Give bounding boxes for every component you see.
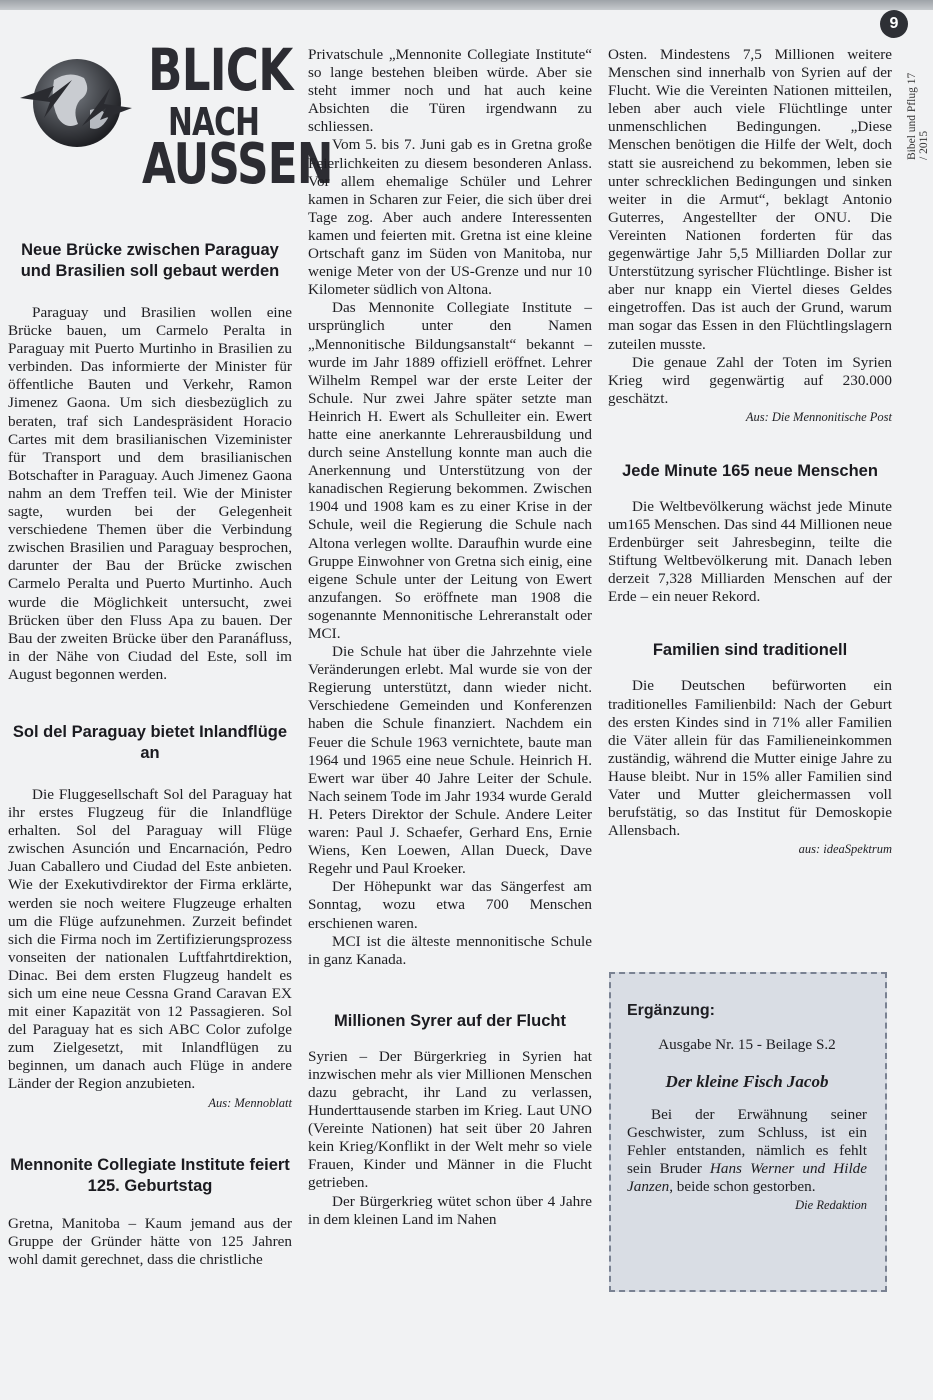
article-title-mci: Mennonite Collegiate Institute feiert 125. Geburtstag: [10, 1155, 290, 1195]
correction-story-title: Der kleine Fisch Jacob: [665, 1072, 829, 1091]
logo-word-aussen: AUSSEN: [142, 132, 333, 197]
article-source-mennoblatt: Aus: Mennoblatt: [208, 1095, 292, 1110]
logo-word-nach: NACH: [168, 100, 260, 144]
article-body-families: Die Deutschen befürworten ein traditionelles Familienbild: Nach der Geburt des ersten Kindes sind in 71% aller Familien die Väter allein für das Familieneinkommen zuständig, während die Mutter einige Jahre zu Hause bleibt. Nur in 15% aller Familien sind Vater und Mutter gleichermassen voll berufstätig, so das Institut für Demoskopie Allensbach.: [608, 677, 892, 840]
article-source-mennonitische-post: Aus: Die Mennonitische Post: [745, 409, 892, 424]
article-body-sol-del-paraguay: Die Fluggesellschaft Sol del Paraguay hat ihr erstes Flugzeug für die Inlandflüge erhalten. Sol del Paraguay will Flüge zwischen Asunción und Encarnación, Pedro Juan Caballero und Ciudad del Este anbieten. Wie der Exekutivdirektor der Firma erklärte, werden sie noch weitere Flugzeuge erhalten um die Flüge aufzunehmen. Zurzeit befindet sich die Firma noch im Zertifizierungsprozess vonseiten der nationalen Luftfahrtdirektion, Dinac. Bei dem ersten Flugzeug handelt es sich um eine neue Cessna Grand Caravan EX mit einer Kapazität von 12 Passagieren. Sol del Paraguay hat es sich ABC Color zufolge zum Zielgesetzt, mit Inlandflügen zu beginnen, um danach auch Flüge in andere Länder der Region anzubieten.: [8, 785, 292, 1093]
article-body-mci-p6: Der Höhepunkt war das Sängerfest am Sonntag, wozu etwa 700 Menschen erschienen waren.: [308, 878, 592, 932]
article-title-sol-del-paraguay: Sol del Paraguay bietet Inlandflüge an: [12, 722, 288, 762]
article-title-population: Jede Minute 165 neue Menschen: [622, 461, 878, 480]
correction-box: [609, 972, 887, 1292]
article-body-mci-p2: Privatschule „Mennonite Collegiate Institute“ so lange bestehen bleiben würde. Aber sie steht immer noch und hat auch keine Absichten die Türen irgendwann zu schliessen.: [308, 46, 592, 136]
section-logo: [8, 10, 333, 200]
article-body-population: Die Weltbevölkerung wächst jede Minute um165 Menschen. Das sind 44 Millionen neue Erdenbürger seit Jahresbeginn, teilte die Stiftung Weltbevölkerung mit. Danach leben derzeit 7,328 Milliarden Menschen auf der Erde – ein neuer Rekord.: [608, 497, 892, 606]
logo-word-blick: BLICK: [148, 36, 293, 104]
correction-signature: Die Redaktion: [795, 1198, 867, 1213]
article-title-syria: Millionen Syrer auf der Flucht: [334, 1011, 566, 1030]
article-body-syria-p2: Der Bürgerkrieg wütet schon über 4 Jahre in dem kleinen Land im Nahen: [308, 1192, 592, 1228]
article-body-mci-p4: Das Mennonite Collegiate Institute – ursprünglich unter den Namen „Mennonitische Bildungsanstalt“ bekannt – wurde im Jahr 1889 offiziell eröffnet. Lehrer Wilhelm Rempel war der erste Leiter der Schule. Nur zwei Jahre später setzte man Heinrich H. Ewert als Schulleiter ein. Ewert hatte eine anerkannte Lehrerausbildung und durch seine Anstellung konnte man auch die Anerkennung und Unterstützung von der kanadischen Regierung bekommen. Zwischen 1904 und 1908 kam es zu einer Krise in der Schule, weil die Regierung die Schule nach Altona verlegen wollte. Daraufhin wurde eine Gruppe Einwohner von Gretna sich einig, eine eigene Schule unter der Leitung von Ewert anzufangen. So eröffnete man 1908 die sogenannte Mennonitische Lehreranstalt oder MCI.: [308, 299, 592, 642]
column-left: [8, 10, 333, 1269]
article-body-mci-p5: Die Schule hat über die Jahrzehnte viele Veränderungen erlebt. Mal wurde sie von der Regierung unterstützt, dann wieder nicht. Verschiedene Gemeinden und Konferenzen haben die Schule finanziert. Nachdem ein Feuer die Schule 1963 vernichtete, baute man 1964 und 1965 eine neue Schule. Heinrich H. Ewert war über 40 Jahre Leiter der Schule. Nach seinem Tode im Jahr 1934 wurde Gerald H. Peters Direktor der Schule. Andere Leiter waren: Paul J. Schaefer, Gerhard Ens, Ernie Wiens, Ken Loewen, Allan Dueck, Dave Regehr und Paul Kroeker.: [308, 643, 592, 878]
globe-icon: [14, 40, 140, 166]
article-source-ideaspektrum: aus: ideaSpektrum: [798, 842, 892, 857]
correction-heading: Ergänzung:: [627, 1002, 715, 1019]
page-number: 9: [880, 10, 908, 38]
article-body-bridge: Paraguay und Brasilien wollen eine Brücke bauen, um Carmelo Peralta in Paraguay mit Puerto Murtinho in Brasilien zu verbinden. Das informierte der Minister für öffentliche Bauten und Verkehr, Ramon Jimenez Gaona. Um sich diesbezüglich zu beraten, traf sich Landespräsident Horacio Cartes mit dem brasilianischen Vizeminister für Transport und dem brasilianischen Botschafter in Paraguay. Auch Jimenez Gaona nahm an dem Treffen teil. Wie der Minister sagte, wurden bei der Gelegenheit verschiedene Themen über die Verbindung zwischen Brasilien und Paraguay besprochen, darunter der Bau der Brücke zwischen Carmelo Peralta und Puerto Murtinho. Auch wurde die Möglichkeit untersucht, zwei Brücken über den Fluss Apa zu bauen. Der Bau der zweiten Brücke über den Paranáfluss, in der Nähe von Ciudad del Este, soll im August begonnen werden.: [8, 304, 292, 683]
article-title-families: Familien sind traditionell: [652, 641, 848, 660]
article-body-syria-p4: Die genaue Zahl der Toten im Syrien Krieg wird gegenwärtig auf 230.000 geschätzt.: [608, 353, 892, 407]
column-right: [608, 46, 892, 857]
article-body-syria-p1: Syrien – Der Bürgerkrieg in Syrien hat inzwischen mehr als vier Millionen Menschen dazu gebracht, ihr Land zu verlassen, Hunderttausende starben im Krieg. Laut UNO (Vereinte Nationen) hat seit über 20 Jahren kein Krieg/Konflikt in der Welt mehr so viele Frauen, Kinder und Männer in die Flucht getrieben.: [308, 1047, 592, 1192]
magazine-page: [0, 10, 933, 1400]
correction-issue: Ausgabe Nr. 15 - Beilage S.2: [658, 1036, 836, 1053]
article-body-mci-p3: Vom 5. bis 7. Juni gab es in Gretna große Feierlichkeiten zu diesem besonderen Anlass. Vor allem ehemalige Schüler und Lehrer kamen in Scharen zur Feier, die sich über drei Tage zog. Aber auch andere Interessenten kamen und feierten mit. Gretna ist eine kleine Ortschaft ganz im Süden von Manitoba, nur wenige Meter von der US-Grenze und nur 10 Kilometer südlich von Altona.: [308, 136, 592, 299]
article-body-mci-p1: Gretna, Manitoba – Kaum jemand aus der Gruppe der Gründer hätte von 125 Jahren wohl damit gerechnet, dass die christliche: [8, 1214, 292, 1268]
correction-names: Hans Werner und Hilde Janzen: [627, 1160, 867, 1196]
running-title: Bibel und Pflug 17 / 2015: [906, 72, 930, 160]
correction-body: Bei der Erwähnung seiner Geschwister, zum Schluss, ist ein Fehler entstanden, nämlich es fehlt sein Bruder Hans Werner und Hilde Janzen, beide schon gestorben.: [627, 1106, 867, 1196]
article-title-bridge: Neue Brücke zwischen Paraguay und Brasilien soll gebaut werden: [20, 241, 280, 280]
article-body-mci-p7: MCI ist die älteste mennonitische Schule in ganz Kanada.: [308, 932, 592, 968]
column-middle: [308, 46, 592, 1229]
article-body-syria-p3: Osten. Mindestens 7,5 Millionen weitere Menschen sind innerhalb von Syrien auf der Flucht. Wie die Vereinten Nationen mitteilen, leben aber auch viele Flüchtlinge unter unmenschlichen Bedingungen. „Diese Menschen benötigen die Hilfe der Welt, doch statt sie ausreichend zu bekommen, leben sie unter schrecklichen Bedingungen und sinken weiter in die Armut“, beklagt Antonio Guterres, Angestellter der ONU. Die Vereinten Nationen forderten für das gegenwärtige Jahr 5,5 Milliarden Dollar zur Unterstützung syrischer Flüchtlinge. Bisher ist aber nur knapp ein Viertel dieses Geldes eingetroffen. Das ist auch der Grund, warum man sogar das Essen in den Flüchtlingslagern zuteilen musste.: [608, 46, 892, 353]
